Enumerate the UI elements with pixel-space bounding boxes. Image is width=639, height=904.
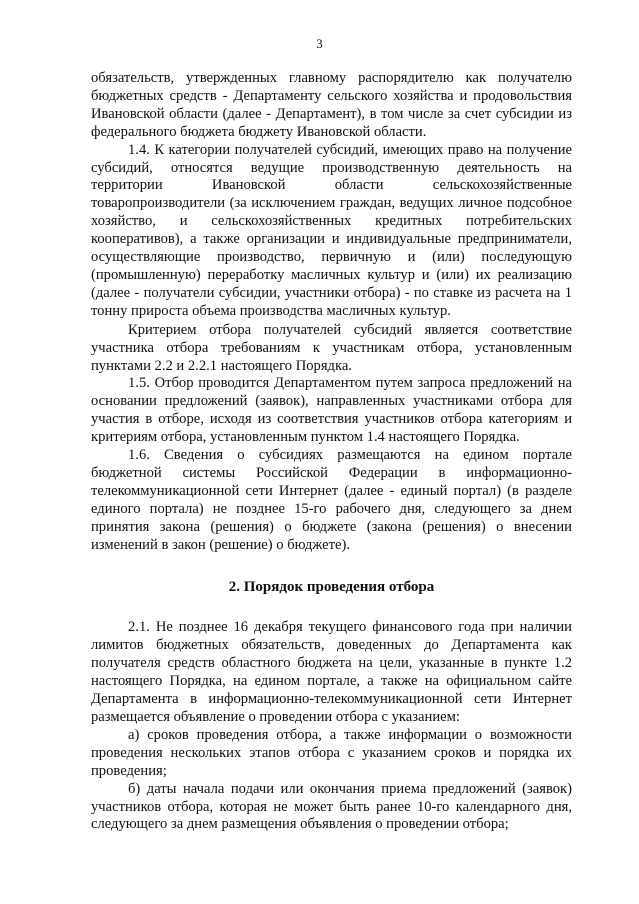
paragraph-1-6-portal-info: 1.6. Сведения о субсидиях размещаются на едином портале бюджетной системы Российской Федерации в информационно-телекоммуникационной сети Интернет (далее - единый портал) (в разделе единого портала) не позднее 15-го рабочего дня, следующего за днем принятия закона (решения) о бюджете (закона (решения) о внесении изменений в закон (решение) о бюджете). (91, 447, 572, 553)
page-number: 3 (316, 36, 323, 51)
paragraph-2-1-announcement: 2.1. Не позднее 16 декабря текущего финансового года при наличии лимитов бюджетных обязательств, доведенных до Департамента как получателя средств областного бюджета на цели, указанные в пункте 1.2 настоящего Порядка, на едином портале, а также на официальном сайте Департамента в информационно-телекоммуникационной сети Интернет размещается объявление о проведении отбора с указанием: (91, 619, 572, 725)
section-title: 2. Порядок проведения отбора (228, 579, 435, 596)
list-item-b-dates: б) даты начала подачи или окончания приема предложений (заявок) участников отбора, которая не может быть ранее 10-го календарного дня, следующего за днем размещения объявления о проведении отбора; (91, 780, 572, 833)
list-item-a-terms: а) сроков проведения отбора, а также информации о возможности проведения нескольких этапов отбора с указанием сроков и порядка их проведения; (91, 726, 572, 779)
paragraph-obligations: обязательств, утвержденных главному распорядителю как получателю бюджетных средств - Департаменту сельского хозяйства и продовольствия Ивановской области (далее - Департамент), в том числе за счет субсидии из федерального бюджета бюджету Ивановской области. (91, 70, 572, 140)
document-body (91, 70, 572, 834)
paragraph-1-4-recipient-category: 1.4. К категории получателей субсидий, имеющих право на получение субсидий, относятся ведущие производственную деятельность на территории Ивановской области сельскохозяйственные товаропроизводители (за исключением граждан, ведущих личное подсобное хозяйство, и сельскохозяйственных кредитных потребительских кооперативов), а также организации и индивидуальные предприниматели, осуществляющие производство, первичную и (или) последующую (промышленную) переработку масличных культур и (или) их реализацию (далее - получатели субсидии, участники отбора) - по ставке из расчета на 1 тонну прироста объема производства масличных культур. (91, 141, 572, 319)
paragraph-1-5-selection: 1.5. Отбор проводится Департаментом путем запроса предложений на основании предложений (заявок), направленных участниками отбора для участия в отборе, исходя из соответствия участников отбора категориям и критериям отбора, установленным пунктом 1.4 настоящего Порядка. (91, 375, 572, 446)
paragraph-selection-criterion: Критерием отбора получателей субсидий является соответствие участника отбора требованиям к участникам отбора, установленным пунктами 2.2 и 2.2.1 настоящего Порядка. (91, 321, 572, 374)
